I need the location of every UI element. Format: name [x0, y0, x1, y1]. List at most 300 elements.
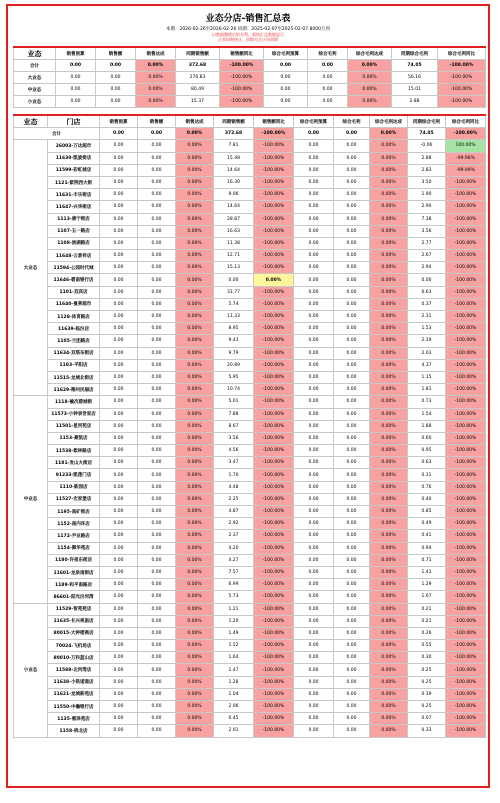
store-total-cell: 0.00 — [138, 128, 176, 140]
store-cell: 4.48 — [214, 481, 254, 493]
store-total-label: 合计 — [14, 128, 100, 140]
store-cell: -100.00% — [446, 420, 486, 432]
summary-cell: -100.00% — [220, 60, 264, 72]
store-name: 1154-御华苑店 — [48, 542, 100, 554]
store-cell: 0.00 — [294, 347, 334, 359]
summary-cell: -100.00% — [438, 96, 486, 108]
store-cell: 2.92 — [214, 518, 254, 530]
store-cell: 3.47 — [214, 457, 254, 469]
store-cell: -100.00% — [254, 396, 294, 408]
store-cell: 0.00 — [138, 640, 176, 652]
store-name: 80015-大钟楼商店 — [48, 627, 100, 639]
store-cell: 7.88 — [214, 408, 254, 420]
store-cell: -100.00% — [446, 298, 486, 310]
store-cell: 0.37 — [408, 298, 446, 310]
store-cell: -100.00% — [254, 176, 294, 188]
store-cell: 0.00 — [100, 566, 138, 578]
store-cell: 0.00 — [334, 493, 370, 505]
store-cell: 0.00 — [334, 554, 370, 566]
store-cell: 0.00 — [138, 664, 176, 676]
store-cell: -100.00% — [446, 274, 486, 286]
report-note-2: 正常同期统计，同期为合计同同期 — [218, 37, 278, 42]
store-cell: 0.00 — [334, 432, 370, 444]
store-cell: 0.00 — [334, 237, 370, 249]
store-cell: -100.00% — [254, 323, 294, 335]
store-cell: 15.13 — [214, 262, 254, 274]
store-cell: 0.00% — [370, 445, 408, 457]
store-cell: 0.00% — [370, 432, 408, 444]
store-header-cell: 销售预算 — [100, 115, 138, 128]
store-cell: 1.29 — [408, 579, 446, 591]
store-cell: 0.00% — [176, 164, 214, 176]
store-row — [14, 701, 486, 713]
store-cell: 0.00 — [100, 371, 138, 383]
store-cell: 0.00% — [176, 298, 214, 310]
store-name: 1195-南矿街店 — [48, 506, 100, 518]
store-cell: 0.00% — [176, 664, 214, 676]
store-cell: 0.00 — [138, 335, 176, 347]
store-cell: -100.00% — [254, 298, 294, 310]
store-cell: 0.00 — [334, 274, 370, 286]
store-cell: 0.00 — [138, 493, 176, 505]
store-cell: -100.00% — [254, 591, 294, 603]
store-cell: 0.00% — [176, 396, 214, 408]
summary-row — [14, 72, 486, 84]
store-cell: 0.00% — [370, 603, 408, 615]
store-cell: 0.71 — [408, 554, 446, 566]
store-row — [14, 566, 486, 578]
store-header-cell: 销售额同比 — [254, 115, 294, 128]
store-cell: 0.00 — [294, 615, 334, 627]
store-name: 1107-五一路店 — [48, 225, 100, 237]
store-cell: 0.00 — [334, 213, 370, 225]
store-cell: -100.00% — [254, 140, 294, 152]
store-cell: 2.01 — [214, 725, 254, 737]
store-row — [14, 371, 486, 383]
store-cell: -100.00% — [254, 335, 294, 347]
summary-cell: 0.00% — [136, 72, 176, 84]
summary-cell: 0.00 — [264, 84, 308, 96]
store-cell: 0.19 — [408, 688, 446, 700]
store-cell: 0.00% — [370, 347, 408, 359]
store-row — [14, 311, 486, 323]
store-cell: -100.00% — [254, 201, 294, 213]
summary-header-cell: 同期销售额 — [176, 47, 220, 60]
store-cell: -100.00% — [254, 603, 294, 615]
store-cell: -100.00% — [446, 713, 486, 725]
store-name: 1135-惠泽苑店 — [48, 713, 100, 725]
store-cell: 0.00 — [100, 286, 138, 298]
store-cell: 0.00 — [408, 274, 446, 286]
summary-cell: 0.00 — [264, 60, 308, 72]
store-total-cell: 372.68 — [214, 128, 254, 140]
store-cell: 0.00 — [138, 384, 176, 396]
store-cell: 0.00 — [100, 542, 138, 554]
store-cell: 0.00 — [138, 262, 176, 274]
store-cell: 0.00 — [294, 250, 334, 262]
store-cell: -100.00% — [254, 445, 294, 457]
store-cell: 0.00% — [176, 615, 214, 627]
store-row — [14, 554, 486, 566]
store-cell: 4.37 — [408, 359, 446, 371]
report-meta: 本期：2026-02-26至2026-02-26 同期：2025-02-07至2025-02-07 8000万到 — [166, 27, 330, 32]
store-cell: 3.56 — [408, 225, 446, 237]
store-cell: -100.00% — [254, 469, 294, 481]
store-cell: 0.00% — [176, 542, 214, 554]
store-cell: 0.00% — [176, 201, 214, 213]
store-cell: 0.00 — [138, 701, 176, 713]
summary-cell: 0.00 — [308, 60, 348, 72]
store-cell: 0.00 — [294, 542, 334, 554]
store-cell: -100.00% — [446, 652, 486, 664]
store-cell: -100.00% — [446, 566, 486, 578]
store-row — [14, 152, 486, 164]
store-cell: 1.54 — [408, 408, 446, 420]
store-cell: 0.00% — [370, 469, 408, 481]
summary-cell: -100.00% — [438, 60, 486, 72]
store-cell: 0.00 — [138, 152, 176, 164]
store-cell: 0.00 — [294, 469, 334, 481]
store-cell: 7.38 — [408, 213, 446, 225]
store-cell: 4.87 — [214, 506, 254, 518]
store-cell: 0.00 — [100, 432, 138, 444]
store-cell: 0.00% — [370, 542, 408, 554]
summary-cell: 0.00 — [96, 60, 136, 72]
summary-cell: 0.00% — [348, 84, 392, 96]
store-cell: 0.00 — [294, 688, 334, 700]
store-cell: 0.00 — [294, 591, 334, 603]
store-row — [14, 591, 486, 603]
store-cell: 2.19 — [408, 335, 446, 347]
store-name: 11527-宏家堡店 — [48, 493, 100, 505]
summary-row-label: 大业态 — [14, 72, 56, 84]
store-cell: 6.99 — [214, 579, 254, 591]
store-cell: -100.00% — [254, 189, 294, 201]
store-cell: 0.00 — [100, 676, 138, 688]
store-cell: 0.00 — [100, 274, 138, 286]
store-cell: 0.00 — [334, 530, 370, 542]
store-cell: -100.00% — [254, 432, 294, 444]
store-cell: -100.00% — [254, 530, 294, 542]
store-cell: 4.27 — [214, 554, 254, 566]
store-cell: 0.00 — [138, 713, 176, 725]
store-row — [14, 237, 486, 249]
store-cell: 0.00 — [100, 298, 138, 310]
store-cell: 100.00% — [446, 140, 486, 152]
store-cell: 0.00% — [176, 420, 214, 432]
store-name: 26003-万达超市 — [48, 140, 100, 152]
store-cell: 0.00% — [176, 408, 214, 420]
store-row — [14, 725, 486, 737]
store-cell: 0.00% — [176, 432, 214, 444]
store-cell: 0.85 — [408, 506, 446, 518]
store-cell: 0.25 — [408, 701, 446, 713]
store-cell: 0.00% — [176, 652, 214, 664]
store-cell: 0.00% — [370, 664, 408, 676]
store-cell: 0.00 — [138, 603, 176, 615]
store-cell: 0.00 — [334, 701, 370, 713]
store-cell: 0.00 — [100, 579, 138, 591]
store-cell: 0.00% — [370, 201, 408, 213]
store-cell: 1.70 — [214, 469, 254, 481]
store-cell: -100.00% — [254, 664, 294, 676]
store-cell: 0.94 — [408, 542, 446, 554]
store-cell: 0.76 — [408, 481, 446, 493]
summary-cell: 0.00% — [348, 60, 392, 72]
store-cell: 0.00% — [370, 506, 408, 518]
summary-cell: -100.00% — [438, 84, 486, 96]
store-cell: 0.00% — [370, 164, 408, 176]
store-cell: 0.00 — [294, 530, 334, 542]
store-total-cell: 0.00 — [294, 128, 334, 140]
store-cell: 0.00 — [294, 518, 334, 530]
store-cell: -100.00% — [254, 615, 294, 627]
store-row — [14, 359, 486, 371]
store-cell: 2.67 — [408, 250, 446, 262]
store-cell: 0.00 — [334, 262, 370, 274]
store-row — [14, 688, 486, 700]
store-row — [14, 603, 486, 615]
summary-header-cell: 销售额 — [96, 47, 136, 60]
store-cell: 0.00% — [370, 554, 408, 566]
store-cell: 0.00 — [334, 713, 370, 725]
store-cell: 0.00 — [138, 201, 176, 213]
store-cell: 1.15 — [408, 371, 446, 383]
store-cell: -100.00% — [254, 676, 294, 688]
store-cell: 0.31 — [408, 469, 446, 481]
store-cell: 0.00% — [176, 640, 214, 652]
store-cell: 0.00 — [294, 164, 334, 176]
store-cell: 11.38 — [214, 237, 254, 249]
store-cell: 0.00 — [100, 250, 138, 262]
store-row — [14, 493, 486, 505]
store-cell: 2.83 — [408, 164, 446, 176]
summary-cell: 0.00 — [56, 72, 96, 84]
store-cell: 0.00 — [294, 189, 334, 201]
store-cell: -100.00% — [254, 506, 294, 518]
store-cell: 0.00% — [370, 262, 408, 274]
store-name: 1153-豪凯店 — [48, 432, 100, 444]
store-row — [14, 713, 486, 725]
store-cell: 0.00 — [294, 384, 334, 396]
store-cell: 0.49 — [408, 518, 446, 530]
store-name: 1113-康宁街店 — [48, 213, 100, 225]
summary-cell: 0.00% — [136, 60, 176, 72]
store-cell: -100.00% — [446, 311, 486, 323]
store-cell: 0.00 — [294, 311, 334, 323]
summary-cell: 0.00 — [96, 96, 136, 108]
store-cell: 0.00% — [370, 213, 408, 225]
store-cell: 0.00% — [176, 566, 214, 578]
summary-row-label: 小业态 — [14, 96, 56, 108]
store-cell: -100.00% — [446, 676, 486, 688]
store-cell: -100.00% — [254, 286, 294, 298]
summary-header-cell: 销售达成 — [136, 47, 176, 60]
store-total-row — [14, 128, 486, 140]
store-cell: 0.00 — [138, 311, 176, 323]
store-cell: 0.00 — [334, 676, 370, 688]
store-cell: 0.00 — [294, 579, 334, 591]
store-header-cell: 综合毛利同比 — [446, 115, 486, 128]
store-cell: 0.00 — [100, 688, 138, 700]
store-cell: -100.00% — [254, 701, 294, 713]
store-cell: -100.00% — [446, 396, 486, 408]
store-name: 11594-公园时代城 — [48, 262, 100, 274]
store-cell: 0.00 — [100, 591, 138, 603]
store-header-cell: 同期销售额 — [214, 115, 254, 128]
store-cell: 0.00 — [100, 213, 138, 225]
summary-cell: 0.00 — [56, 96, 96, 108]
store-cell: 9.43 — [214, 335, 254, 347]
store-cell: 0.00 — [100, 237, 138, 249]
store-cell: 0.00 — [138, 432, 176, 444]
store-cell: -100.00% — [254, 262, 294, 274]
summary-header-cell: 综合毛利达成 — [348, 47, 392, 60]
store-total-cell: -100.00% — [254, 128, 294, 140]
store-cell: 0.00 — [294, 176, 334, 188]
store-row — [14, 542, 486, 554]
store-cell: 5.01 — [214, 396, 254, 408]
store-cell: 0.00% — [176, 213, 214, 225]
store-cell: 0.07 — [408, 713, 446, 725]
store-cell: -100.00% — [254, 457, 294, 469]
store-cell: 0.00 — [100, 554, 138, 566]
store-cell: 0.00 — [334, 457, 370, 469]
store-cell: 0.00 — [294, 481, 334, 493]
store-cell: -100.00% — [254, 566, 294, 578]
store-cell: 0.00 — [334, 506, 370, 518]
summary-cell: 0.00 — [56, 84, 96, 96]
store-cell: 2.31 — [408, 311, 446, 323]
store-name: 11588-北河湾店 — [48, 664, 100, 676]
store-cell: 0.00 — [334, 371, 370, 383]
store-cell: 0.00 — [100, 652, 138, 664]
store-cell: 0.00 — [294, 298, 334, 310]
store-cell: 0.00 — [294, 676, 334, 688]
summary-table — [13, 46, 486, 108]
store-row — [14, 518, 486, 530]
store-cell: 0.00% — [370, 652, 408, 664]
store-cell: 0.00% — [176, 237, 214, 249]
store-cell: 0.00 — [100, 176, 138, 188]
store-cell: -100.00% — [254, 359, 294, 371]
store-row — [14, 664, 486, 676]
summary-header-cell: 同期综合毛利 — [392, 47, 438, 60]
store-name: 86601-阳光汾河湾 — [48, 591, 100, 603]
store-cell: -100.00% — [254, 225, 294, 237]
store-row — [14, 420, 486, 432]
store-cell: -100.00% — [446, 579, 486, 591]
store-cell: 9.79 — [214, 347, 254, 359]
store-cell: 1.53 — [408, 323, 446, 335]
store-row — [14, 274, 486, 286]
store-cell: -100.00% — [446, 201, 486, 213]
store-name: 1181-发山大街店 — [48, 457, 100, 469]
store-cell: 0.00 — [100, 347, 138, 359]
store-cell: 0.00% — [370, 225, 408, 237]
store-cell: 0.00 — [334, 603, 370, 615]
store-cell: 3.56 — [214, 432, 254, 444]
store-cell: 0.00% — [370, 298, 408, 310]
store-cell: 0.00 — [138, 420, 176, 432]
store-cell: 0.45 — [214, 713, 254, 725]
store-cell: 0.00 — [138, 676, 176, 688]
store-cell: 0.00 — [138, 408, 176, 420]
store-cell: 0.00% — [176, 274, 214, 286]
store-cell: 0.00 — [100, 481, 138, 493]
store-row — [14, 335, 486, 347]
summary-cell: 0.00% — [136, 84, 176, 96]
store-cell: 0.00% — [370, 676, 408, 688]
store-cell: 0.00 — [138, 176, 176, 188]
store-cell: 0.00% — [370, 420, 408, 432]
store-cell: 0.00% — [176, 347, 214, 359]
store-cell: -100.00% — [446, 347, 486, 359]
store-cell: -100.00% — [254, 579, 294, 591]
store-cell: 0.00 — [100, 469, 138, 481]
store-cell: 16.63 — [214, 225, 254, 237]
group-label: 中业态 — [14, 396, 48, 603]
store-cell: 0.00 — [138, 298, 176, 310]
store-cell: 20.89 — [214, 359, 254, 371]
store-name: 80010-万科蓝山店 — [48, 652, 100, 664]
summary-cell: -100.00% — [220, 84, 264, 96]
store-row — [14, 140, 486, 152]
store-cell: 0.00% — [176, 262, 214, 274]
store-cell: 0.00 — [138, 323, 176, 335]
store-cell: 0.00 — [334, 335, 370, 347]
store-cell: 0.00 — [100, 201, 138, 213]
store-cell: -100.00% — [254, 237, 294, 249]
store-cell: -100.00% — [446, 432, 486, 444]
store-cell: 0.00% — [370, 457, 408, 469]
store-cell: 12.71 — [214, 250, 254, 262]
store-cell: 0.00 — [334, 725, 370, 737]
store-name: 11599-彩虹城店 — [48, 164, 100, 176]
store-cell: 7.81 — [214, 140, 254, 152]
store-name: 1128-体育路店 — [48, 311, 100, 323]
store-cell: -100.00% — [446, 627, 486, 639]
store-cell: 0.00 — [138, 481, 176, 493]
store-cell: 0.00 — [138, 615, 176, 627]
store-cell: -100.00% — [254, 640, 294, 652]
summary-header-cell: 业态 — [14, 47, 56, 60]
store-cell: -100.00% — [446, 371, 486, 383]
store-cell: -100.00% — [446, 725, 486, 737]
store-cell: 0.00 — [214, 274, 254, 286]
store-cell: 0.00 — [334, 347, 370, 359]
store-cell: 0.00 — [294, 432, 334, 444]
store-cell: 0.00 — [334, 627, 370, 639]
store-cell: 0.00 — [334, 225, 370, 237]
store-name: 11629-稀州民福店 — [48, 384, 100, 396]
store-cell: 0.00 — [100, 530, 138, 542]
store-cell: 0.00% — [176, 140, 214, 152]
store-total-cell: 0.00% — [370, 128, 408, 140]
store-cell: 0.00 — [100, 713, 138, 725]
store-row — [14, 457, 486, 469]
store-cell: 0.00 — [294, 408, 334, 420]
store-cell: 0.00 — [138, 189, 176, 201]
store-cell: 0.00 — [334, 359, 370, 371]
store-row — [14, 506, 486, 518]
store-cell: 0.00 — [294, 225, 334, 237]
store-cell: 4.56 — [214, 445, 254, 457]
store-cell: -100.00% — [446, 554, 486, 566]
store-cell: 0.00 — [100, 225, 138, 237]
store-name: 11647-兴华街店 — [48, 201, 100, 213]
summary-header-row — [14, 47, 486, 60]
